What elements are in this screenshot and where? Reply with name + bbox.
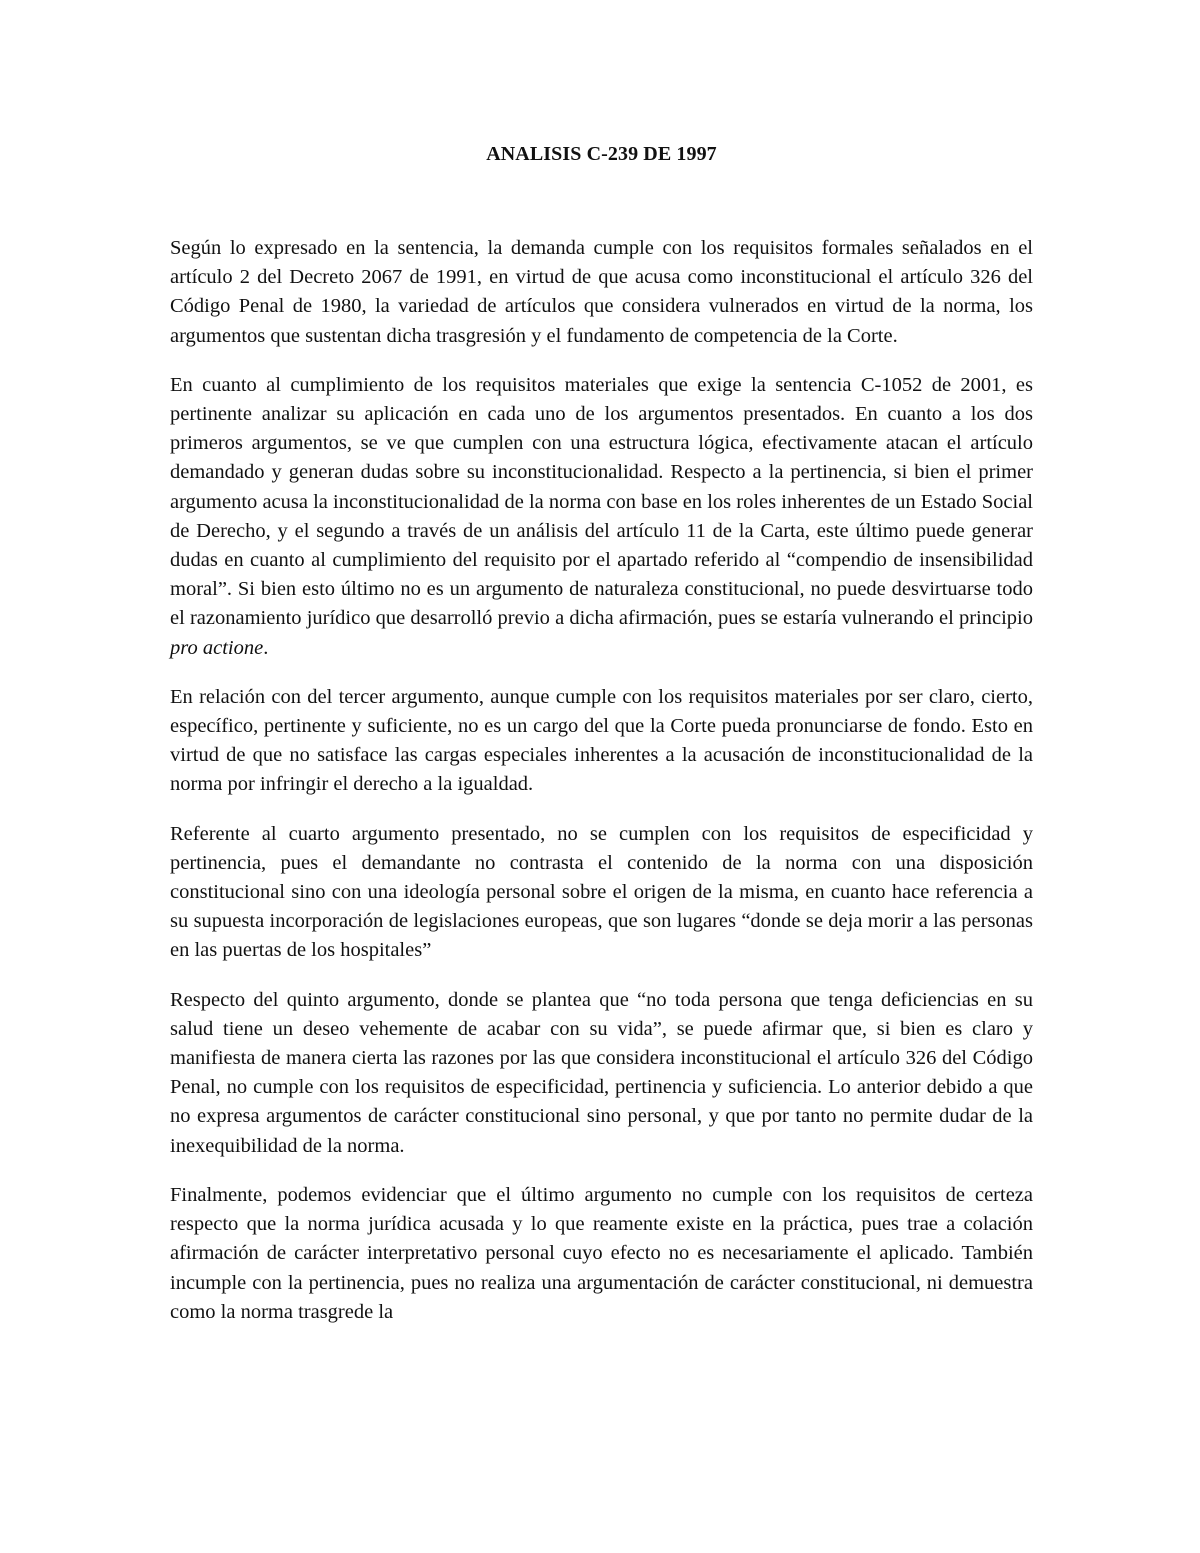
paragraph-text: En relación con del tercer argumento, aunque cumple con los requisitos materiales por ser claro, cierto, específico, pertinente y suficiente, no es un cargo del que la Corte pueda pronunciarse de fondo. Esto en virtud de que no satisface las cargas especiales inherentes a la acusación de inconstitucionalidad de la norma por infringir el derecho a la igualdad. xyxy=(170,685,1033,796)
paragraph-text: Según lo expresado en la sentencia, la demanda cumple con los requisitos formales señalados en el artículo 2 del Decreto 2067 de 1991, en virtud de que acusa como inconstitucional el artículo 326 del Código Penal de 1980, la variedad de artículos que considera vulnerados en virtud de la norma, los argumentos que sustentan dicha trasgresión y el fundamento de competencia de la Corte. xyxy=(170,237,1033,347)
paragraph-text: Referente al cuarto argumento presentado, no se cumplen con los requisitos de especificidad y pertinencia, pues el demandante no contrasta el contenido de la norma con una disposición constitucional sino con una ideología personal sobre el origen de la misma, en cuanto hace referencia a su supuesta incorporación de legislaciones europeas, que son lugares “donde se deja morir a las personas en las puertas de los hospitales” xyxy=(170,822,1033,962)
paragraph-tail: . xyxy=(263,636,269,659)
paragraph-material-requirements xyxy=(170,371,1033,663)
document-title: ANALISIS C-239 DE 1997 xyxy=(486,143,717,165)
paragraph-fourth-argument xyxy=(170,820,1033,966)
paragraph-third-argument xyxy=(170,683,1033,800)
paragraph-emphasis: pro actione xyxy=(170,636,264,659)
paragraph-text: Respecto del quinto argumento, donde se plantea que “no toda persona que tenga deficiencias en su salud tiene un deseo vehemente de acabar con su vida”, se puede afirmar que, si bien es claro y manifiesta de manera cierta las razones por las que considera inconstitucional el artículo 326 del Código Penal, no cumple con los requisitos de especificidad, pertinencia y suficiencia. Lo anterior debido a que no expresa argumentos de carácter constitucional sino personal, y que por tanto no permite dudar de la inexequibilidad de la norma. xyxy=(170,988,1033,1157)
document-page xyxy=(170,140,1033,1327)
paragraph-text: Finalmente, podemos evidenciar que el último argumento no cumple con los requisitos de certeza respecto que la norma jurídica acusada y lo que reamente existe en la práctica, pues trae a colación afirmación de carácter interpretativo personal cuyo efecto no es necesariamente el aplicado. También incumple con la pertinencia, pues no realiza una argumentación de carácter constitucional, ni demuestra como la norma trasgrede la xyxy=(170,1183,1033,1323)
paragraph-formal-requirements xyxy=(170,234,1033,351)
paragraph-text: En cuanto al cumplimiento de los requisitos materiales que exige la sentencia C-1052 de 2001, es pertinente analizar su aplicación en cada uno de los argumentos presentados. En cuanto a los dos primeros argumentos, se ve que cumplen con una estructura lógica, efectivamente atacan el artículo demandado y generan dudas sobre su inconstitucionalidad. Respecto a la pertinencia, si bien el primer argumento acusa la inconstitucionalidad de la norma con base en los roles inherentes de un Estado Social de Derecho, y el segundo a través de un análisis del artículo 11 de la Carta, este último puede generar dudas en cuanto al cumplimiento del requisito por el apartado referido al “compendio de insensibilidad moral”. Si bien esto último no es un argumento de naturaleza constitucional, no puede desvirtuarse todo el razonamiento jurídico que desarrolló previo a dicha afirmación, pues se estaría vulnerando el principio xyxy=(170,373,1033,630)
paragraph-last-argument xyxy=(170,1181,1033,1327)
paragraph-fifth-argument xyxy=(170,986,1033,1161)
